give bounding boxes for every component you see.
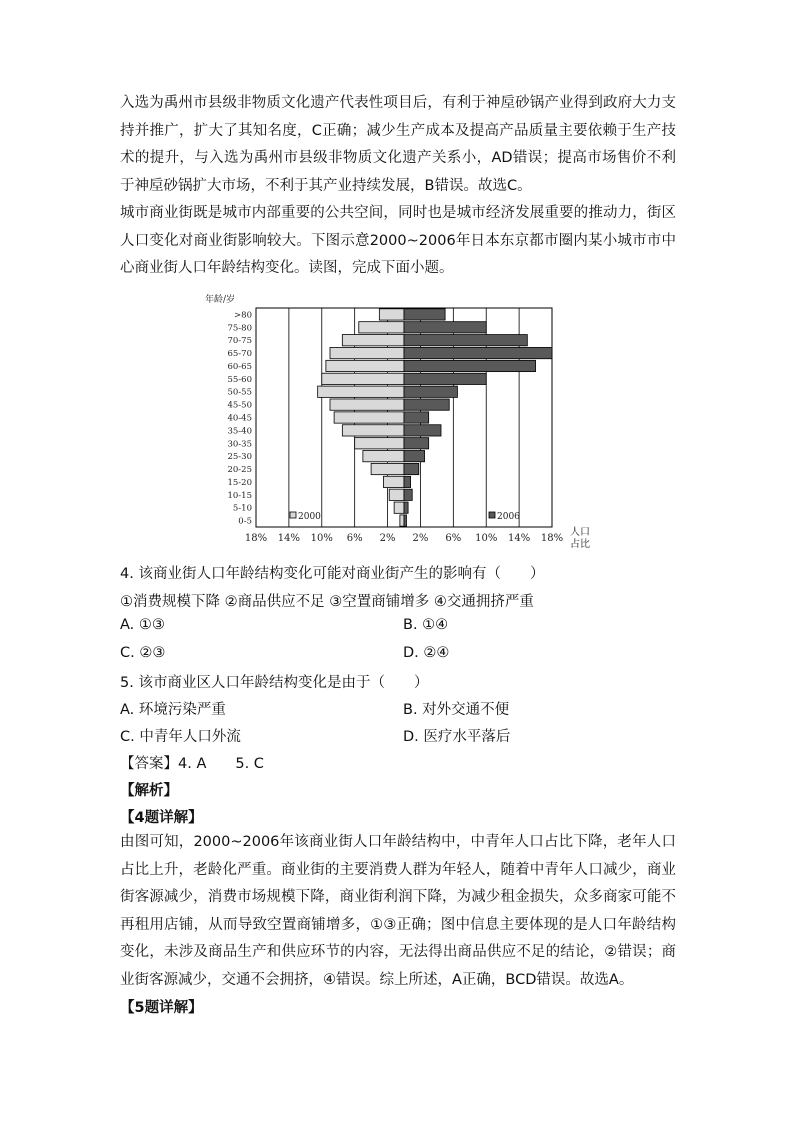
bar-2000 [322, 373, 404, 384]
bar-2006 [404, 425, 441, 436]
bar-2006 [404, 438, 429, 449]
legend-2000-swatch [290, 512, 296, 518]
x-tick-label: 10% [310, 533, 333, 544]
bar-2000 [389, 489, 404, 500]
q5-option-b: B. 对外交通不便 [403, 702, 510, 718]
bar-2006 [404, 463, 419, 474]
age-group-label: 10-15 [227, 490, 252, 501]
bar-2006 [404, 360, 536, 371]
age-group-label: 55-60 [227, 374, 252, 385]
x-tick-label: 14% [507, 533, 531, 544]
legend-2006-swatch [489, 512, 495, 518]
bar-2000 [342, 335, 404, 346]
intro-paragraph: 入选为禹州市县级非物质文化遗产代表性项目后，有利于神垕砂锅产业得到政府大力支持并推广，扩大了其知名度，C正确；减少生产成本及提高产品质量主要依赖于生产技术的提升，与入选为禹州市县级非物质文化遗产关系小，AD错误；提高市场售价不利于神垕砂锅扩大市场，不利于其产业持续发展，B错误。故选C。 [120, 95, 676, 194]
bar-2006 [404, 335, 527, 346]
x-axis-label-line1: 人口 [570, 527, 590, 538]
x-tick-label: 14% [277, 533, 301, 544]
x-axis-label-line2: 占比 [570, 539, 590, 550]
bar-2000 [394, 502, 404, 513]
x-tick-label: 2% [379, 533, 396, 544]
x-tick-label: 10% [475, 533, 498, 544]
bar-2000 [363, 451, 404, 462]
age-group-label: 65-70 [227, 349, 252, 360]
q4-option-d: D. ②④ [403, 645, 450, 661]
age-group-label: 45-50 [227, 400, 252, 411]
bar-2000 [383, 476, 404, 487]
bar-2000 [379, 309, 404, 320]
age-group-label: 20-25 [227, 465, 252, 476]
material-paragraph: 城市商业街既是城市内部重要的公共空间，同时也是城市经济发展重要的推动力，街区人口变化对商业街影响较大。下图示意2000~2006年日本东京都市圈内某小城市市中心商业街人口年龄结构变化。读图，完成下面小题。 [120, 205, 676, 276]
bar-2006 [404, 373, 486, 384]
bar-2006 [404, 476, 411, 487]
q4-option-c: C. ②③ [120, 645, 166, 661]
age-group-label: 5-10 [232, 503, 252, 514]
bar-2006 [404, 386, 457, 397]
bar-2000 [330, 399, 404, 410]
bar-2006 [404, 515, 406, 526]
age-group-label: 60-65 [227, 361, 252, 372]
bar-2000 [359, 322, 404, 333]
age-group-label: 30-35 [227, 439, 252, 450]
bar-2000 [330, 347, 404, 358]
age-group-label: 40-45 [227, 413, 252, 424]
population-pyramid-chart [200, 290, 600, 552]
analysis-heading: 【解析】 [120, 783, 178, 799]
x-tick-label: 18% [244, 533, 268, 544]
bar-2000 [371, 463, 404, 474]
q4-stem: 4. 该商业街人口年龄结构变化可能对商业街产生的影响有（ ） [120, 566, 545, 582]
x-tick-label: 6% [445, 533, 462, 544]
age-group-label: 0-5 [238, 516, 252, 527]
detail5-heading: 【5题详解】 [120, 1000, 203, 1016]
detail4-heading: 【4题详解】 [120, 810, 203, 826]
bar-2000 [326, 360, 404, 371]
legend-2000-label: 2000 [298, 512, 321, 522]
q5-stem: 5. 该市商业区人口年龄结构变化是由于（ ） [120, 675, 429, 691]
bar-2000 [400, 515, 404, 526]
q5-option-a: A. 环境污染严重 [120, 702, 226, 718]
age-group-label: 50-55 [227, 387, 252, 398]
bar-2006 [404, 322, 486, 333]
bar-2006 [404, 489, 412, 500]
age-group-label: 35-40 [227, 426, 252, 437]
bar-2006 [404, 399, 449, 410]
bar-2006 [404, 451, 425, 462]
bar-2006 [404, 412, 429, 423]
q4-option-b: B. ①④ [403, 617, 449, 633]
bar-2000 [342, 425, 404, 436]
q4-option-a: A. ①③ [120, 617, 165, 633]
age-group-label: 70-75 [227, 336, 252, 347]
age-group-label: 75-80 [227, 323, 252, 334]
age-group-label: >80 [234, 310, 252, 321]
bar-2000 [318, 386, 404, 397]
detail4-text: 由图可知，2000~2006年该商业街人口年龄结构中，中青年人口占比下降，老年人口占比上升，老龄化严重。商业街的主要消费人群为年轻人，随着中青年人口减少，商业街客源减少，消费市场规模下降，商业街利润下降，为减少租金损失，众多商家可能不再租用店铺，从而导致空置商铺增多，①③正确；图中信息主要体现的是人口年龄结构变化，未涉及商品生产和供应环节的内容，无法得出商品供应不足的结论，②错误；商业街客源减少，交通不会拥挤，④错误。综上所述，A正确，BCD错误。故选A。 [120, 834, 676, 988]
x-tick-label: 18% [540, 533, 564, 544]
bar-2006 [404, 502, 408, 513]
y-axis-label: 年龄/岁 [205, 295, 236, 305]
bar-2000 [355, 438, 404, 449]
bar-2006 [404, 347, 552, 358]
q5-option-d: D. 医疗水平落后 [403, 729, 511, 745]
bar-2006 [404, 309, 445, 320]
q5-option-c: C. 中青年人口外流 [120, 729, 241, 745]
x-tick-label: 2% [412, 533, 429, 544]
q4-statements: ①消费规模下降 ②商品供应不足 ③空置商铺增多 ④交通拥挤严重 [120, 594, 534, 610]
legend-2006-label: 2006 [497, 512, 520, 522]
x-tick-label: 6% [346, 533, 363, 544]
age-group-label: 15-20 [227, 477, 252, 488]
age-group-label: 25-30 [227, 452, 252, 463]
bar-2000 [334, 412, 404, 423]
answer-line: 【答案】4. A 5. C [120, 756, 264, 772]
